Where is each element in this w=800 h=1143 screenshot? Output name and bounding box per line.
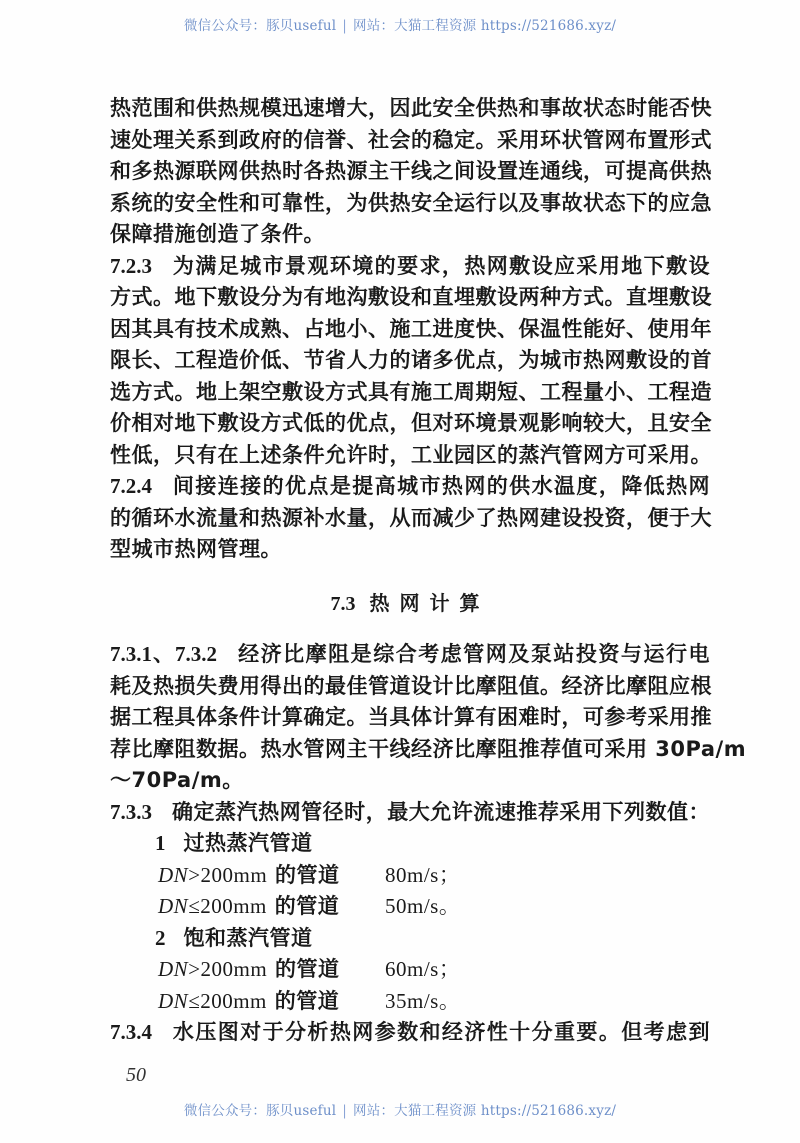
- dn-suffix: 的管道: [266, 894, 340, 918]
- watermark-wechat: 微信公众号：豚贝useful: [183, 1103, 337, 1119]
- text-line: 速处理关系到政府的信誉、社会的稳定。采用环状管网布置形式: [110, 127, 712, 152]
- text-line: 系统的安全性和可靠性，为供热安全运行以及事故状态下的应急: [110, 190, 712, 215]
- velocity-value: 35m/s。: [385, 988, 461, 1013]
- text-line: 限长、工程造价低、节省人力的诸多优点，为城市热网敷设的首: [110, 348, 712, 372]
- section-heading: [110, 588, 710, 620]
- velocity-value: 50m/s。: [385, 894, 461, 918]
- clause-number: 7.3.4: [110, 1020, 152, 1044]
- clause-first-line: [110, 1017, 710, 1049]
- velocity-row: [110, 986, 710, 1018]
- clause-7-3-3: [110, 797, 710, 1018]
- text-line: 热范围和供热规模迅速增大，因此安全供热和事故状态时能否快: [110, 96, 712, 120]
- list-index: 2: [155, 925, 166, 950]
- dn-suffix: 的管道: [266, 988, 340, 1013]
- list-title: 饱和蒸汽管道: [183, 925, 313, 950]
- list-index: 1: [155, 831, 166, 855]
- clause-7-3-1: [110, 639, 747, 797]
- text-line: 因其具有技术成熟、占地小、施工进度快、保温性能好、使用年: [110, 316, 712, 341]
- list-group-heading: [110, 828, 710, 860]
- watermark-separator: |: [342, 1103, 348, 1119]
- watermark-separator: |: [342, 18, 348, 34]
- clause-text: 为满足城市景观环境的要求，热网敷设应采用地下敷设: [172, 253, 710, 278]
- list-group-heading: [110, 923, 710, 955]
- dn-symbol: DN: [158, 862, 189, 887]
- clause-text: 间接连接的优点是提高城市热网的供水温度，降低热网: [172, 474, 710, 498]
- dn-suffix: 的管道: [267, 957, 340, 981]
- clause-number: 7.2.4: [110, 474, 152, 498]
- dn-condition: ≤200mm: [188, 988, 267, 1013]
- clause-7-2-3: [110, 251, 710, 472]
- watermark-bottom: [0, 1099, 800, 1119]
- text-line: 方式。地下敷设分为有地沟敷设和直埋敷设两种方式。直埋敷设: [110, 285, 712, 309]
- text-line: 保障措施创造了条件。: [110, 222, 325, 246]
- dn-condition: >200mm: [188, 862, 268, 887]
- document-page: [110, 93, 747, 1049]
- text-line: ～70Pa/m。: [110, 768, 244, 792]
- clause-first-line: [110, 251, 710, 283]
- watermark-wechat: 微信公众号：豚贝useful: [183, 18, 337, 34]
- dn-suffix: 的管道: [267, 862, 340, 887]
- clause-text: 确定蒸汽热网管径时，最大允许流速推荐采用下列数值：: [172, 799, 710, 824]
- dn-symbol: DN: [158, 957, 189, 981]
- clause-number: 7.3.3: [110, 799, 152, 824]
- text-line: 性低，只有在上述条件允许时，工业园区的蒸汽管网方可采用。: [110, 442, 712, 467]
- text-line: 价相对地下敷设方式低的优点，但对环境景观影响较大，且安全: [110, 411, 712, 435]
- text-line: 耗及热损失费用得出的最佳管道设计比摩阻值。经济比摩阻应根: [110, 673, 712, 698]
- velocity-row: [110, 891, 710, 923]
- clause-number: 7.2.3: [110, 253, 152, 278]
- watermark-top: [0, 14, 800, 34]
- clause-first-line: [110, 639, 710, 671]
- velocity-row: [110, 860, 710, 892]
- watermark-site: 网站：大猫工程资源 https://521686.xyz/: [353, 18, 617, 34]
- velocity-value: 80m/s；: [385, 862, 461, 887]
- text-line: 和多热源联网供热时各热源主干线之间设置连通线，可提高供热: [110, 159, 712, 183]
- velocity-value: 60m/s；: [385, 957, 461, 981]
- clause-text: 经济比摩阻是综合考虑管网及泵站投资与运行电: [237, 642, 711, 666]
- paragraph-intro: [110, 93, 710, 251]
- dn-condition: >200mm: [188, 957, 268, 981]
- dn-symbol: DN: [158, 894, 189, 918]
- clause-first-line: [110, 471, 710, 503]
- text-line: 荐比摩阻数据。热水管网主干线经济比摩阻推荐值可采用 30Pa/m: [110, 736, 747, 761]
- clause-7-2-4: [110, 471, 710, 566]
- velocity-row: [110, 954, 710, 986]
- text-line: 据工程具体条件计算确定。当具体计算有困难时，可参考采用推: [110, 705, 712, 729]
- text-line: 选方式。地上架空敷设方式具有施工周期短、工程量小、工程造: [110, 379, 712, 404]
- clause-7-3-4: [110, 1017, 710, 1049]
- dn-symbol: DN: [158, 988, 189, 1013]
- section-number: 7.3: [330, 592, 356, 615]
- clause-text: 水压图对于分析热网参数和经济性十分重要。但考虑到: [172, 1020, 710, 1044]
- watermark-site: 网站：大猫工程资源 https://521686.xyz/: [353, 1103, 617, 1119]
- section-title: 热网计算: [369, 590, 490, 615]
- clause-number: 7.3.1、7.3.2: [110, 642, 218, 666]
- text-line: 的循环水流量和热源补水量，从而减少了热网建设投资，便于大: [110, 505, 712, 530]
- text-line: 型城市热网管理。: [110, 537, 282, 561]
- dn-condition: ≤200mm: [188, 894, 267, 918]
- clause-first-line: [110, 797, 710, 829]
- list-title: 过热蒸汽管道: [183, 831, 313, 855]
- page-number: 50: [126, 1064, 146, 1086]
